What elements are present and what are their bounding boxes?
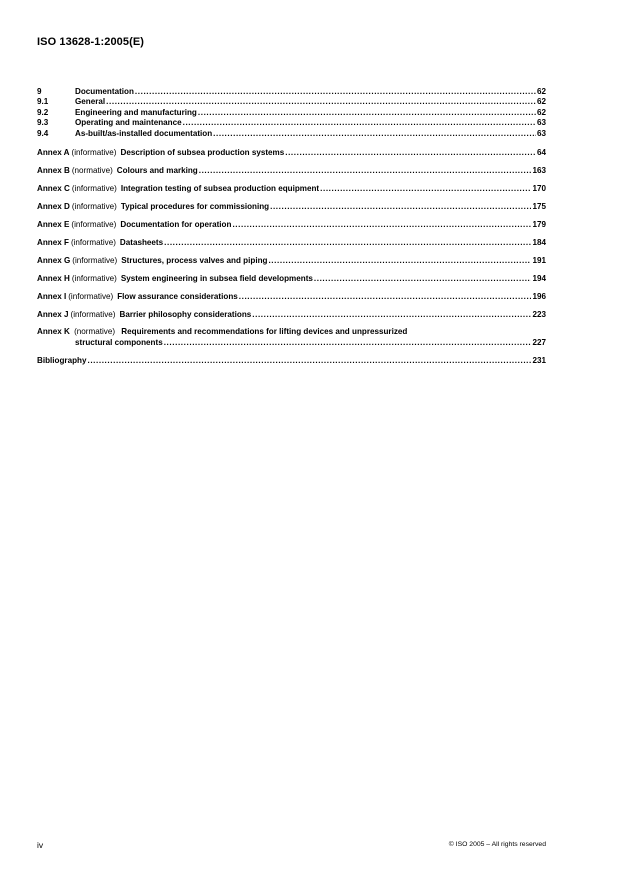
dot-leader bbox=[135, 87, 536, 97]
section-title: General bbox=[75, 97, 106, 107]
document-id-header: ISO 13628-1:2005(E) bbox=[37, 36, 145, 48]
annex-title: Description of subsea production systems bbox=[120, 147, 285, 157]
toc-entry-bibliography[interactable] bbox=[37, 356, 546, 366]
annex-type: (informative) bbox=[70, 237, 116, 247]
annex-type: (informative) bbox=[70, 309, 116, 319]
toc-entry-annex-e[interactable] bbox=[37, 219, 546, 229]
table-of-contents bbox=[37, 87, 546, 366]
annex-title: Datasheets bbox=[119, 237, 164, 247]
page-number: 196 bbox=[532, 291, 546, 301]
page-number: 231 bbox=[532, 355, 546, 365]
section-number: 9.1 bbox=[37, 97, 49, 107]
toc-entry-section-9[interactable] bbox=[37, 87, 546, 97]
page-number: 63 bbox=[536, 128, 546, 138]
annex-title: System engineering in subsea field developments bbox=[120, 273, 313, 283]
page-number: 179 bbox=[532, 219, 546, 229]
annex-type: (informative) bbox=[71, 183, 117, 193]
toc-entry-section-9-3[interactable] bbox=[37, 118, 546, 128]
dot-leader bbox=[183, 118, 536, 128]
annex-label: Annex J bbox=[37, 309, 69, 319]
annex-title: Documentation for operation bbox=[120, 219, 232, 229]
annex-title-line-2: structural components bbox=[75, 337, 163, 347]
section-number: 9.3 bbox=[37, 118, 49, 128]
annex-label: Annex E bbox=[37, 219, 70, 229]
dot-leader bbox=[198, 108, 536, 118]
footer-page-number: iv bbox=[37, 840, 44, 850]
annex-label: Annex F bbox=[37, 237, 69, 247]
page-number: 163 bbox=[532, 165, 546, 175]
page-number: 191 bbox=[532, 255, 546, 265]
dot-leader bbox=[285, 148, 536, 158]
annex-type: (informative) bbox=[71, 273, 117, 283]
annex-type: (normative) bbox=[74, 327, 116, 337]
annex-label: Annex D bbox=[37, 201, 70, 211]
page-number: 170 bbox=[532, 183, 546, 193]
section-number: 9.4 bbox=[37, 128, 49, 138]
dot-leader bbox=[213, 129, 536, 139]
page-number: 223 bbox=[532, 309, 546, 319]
annex-title: Colours and marking bbox=[116, 165, 198, 175]
section-title: As-built/as-installed documentation bbox=[75, 128, 213, 138]
footer-copyright: © ISO 2005 – All rights reserved bbox=[448, 841, 546, 848]
dot-leader bbox=[164, 338, 532, 348]
dot-leader bbox=[320, 184, 531, 194]
section-number: 9.2 bbox=[37, 107, 49, 117]
page-number: 62 bbox=[536, 97, 546, 107]
toc-entry-annex-f[interactable] bbox=[37, 237, 546, 247]
annex-label: Annex C bbox=[37, 183, 70, 193]
toc-entry-annex-c[interactable] bbox=[37, 184, 546, 194]
toc-entry-annex-b[interactable] bbox=[37, 166, 546, 176]
annex-title: Flow assurance considerations bbox=[117, 291, 238, 301]
toc-entry-section-9-2[interactable] bbox=[37, 108, 546, 118]
annex-label: Annex H bbox=[37, 273, 70, 283]
annex-label: Annex G bbox=[37, 255, 71, 265]
dot-leader bbox=[252, 310, 531, 320]
toc-entry-annex-h[interactable] bbox=[37, 273, 546, 283]
annex-type: (informative) bbox=[72, 255, 118, 265]
annex-type: (informative) bbox=[71, 147, 117, 157]
toc-entry-annex-a[interactable] bbox=[37, 148, 546, 158]
dot-leader bbox=[239, 292, 532, 302]
annex-label: Annex I bbox=[37, 291, 67, 301]
page-number: 227 bbox=[532, 337, 546, 347]
toc-entry-annex-g[interactable] bbox=[37, 255, 546, 265]
annex-title-line-1: Requirements and recommendations for lifting devices and unpressurized bbox=[121, 327, 408, 337]
toc-entry-annex-k[interactable] bbox=[37, 327, 546, 348]
annex-title: Barrier philosophy considerations bbox=[119, 309, 252, 319]
section-title: Operating and maintenance bbox=[75, 118, 182, 128]
section-title: Documentation bbox=[75, 87, 134, 97]
page-number: 64 bbox=[536, 147, 546, 157]
section-number: 9 bbox=[37, 87, 42, 97]
toc-entry-annex-i[interactable] bbox=[37, 291, 546, 301]
annex-title: Typical procedures for commissioning bbox=[120, 201, 270, 211]
toc-entry-section-9-1[interactable] bbox=[37, 97, 546, 107]
page-number: 63 bbox=[536, 118, 546, 128]
dot-leader bbox=[87, 356, 531, 366]
dot-leader bbox=[270, 202, 531, 212]
annex-type: (informative) bbox=[71, 201, 117, 211]
dot-leader bbox=[268, 256, 531, 266]
dot-leader bbox=[164, 238, 531, 248]
dot-leader bbox=[232, 220, 531, 230]
annex-type: (normative) bbox=[71, 165, 113, 175]
annex-label: Annex B bbox=[37, 165, 70, 175]
page-number: 175 bbox=[532, 201, 546, 211]
annex-title: Structures, process valves and piping bbox=[121, 255, 268, 265]
annex-title: Integration testing of subsea production equipment bbox=[120, 183, 320, 193]
toc-entry-annex-d[interactable] bbox=[37, 202, 546, 212]
dot-leader bbox=[314, 274, 532, 284]
dot-leader bbox=[106, 97, 536, 107]
toc-entry-annex-j[interactable] bbox=[37, 309, 546, 319]
annex-type: (informative) bbox=[68, 291, 114, 301]
annex-type: (informative) bbox=[71, 219, 117, 229]
toc-entry-section-9-4[interactable] bbox=[37, 129, 546, 139]
page-number: 62 bbox=[536, 87, 546, 97]
annex-label: Annex A bbox=[37, 147, 70, 157]
bibliography-title: Bibliography bbox=[37, 355, 87, 365]
page-number: 62 bbox=[536, 107, 546, 117]
annex-label: Annex K bbox=[37, 327, 70, 337]
page-number: 184 bbox=[532, 237, 546, 247]
dot-leader bbox=[199, 166, 532, 176]
section-title: Engineering and manufacturing bbox=[75, 107, 197, 117]
page-number: 194 bbox=[532, 273, 546, 283]
